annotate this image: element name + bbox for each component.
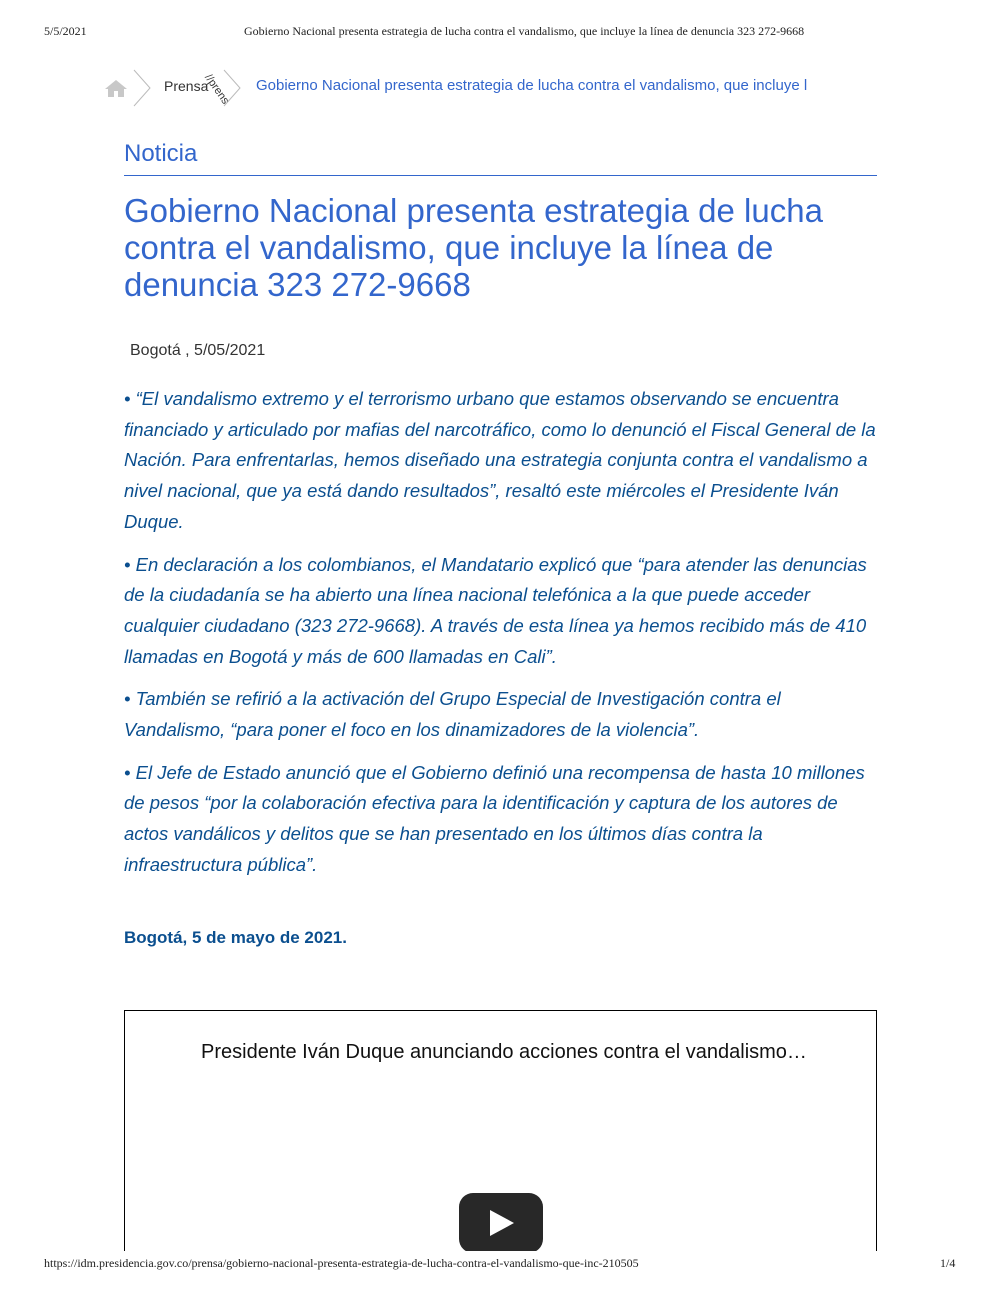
print-page-number: 1/4 <box>940 1256 956 1270</box>
breadcrumb-current-link[interactable]: Gobierno Nacional presenta estrategia de lucha contra el vandalismo, que incluye l <box>256 77 808 94</box>
section-label: Noticia <box>124 140 198 167</box>
play-triangle <box>490 1210 514 1236</box>
breadcrumb-separator-icon <box>132 68 152 108</box>
article-paragraph: • En declaración a los colombianos, el Mandatario explicó que “para atender las denuncias de la ciudadanía se ha abierto una línea nacional telefónica a la que puede acceder cualquier ciudadano (323 272-9668). A través de esta línea ya hemos recibido más de 410 llamadas en Bogotá y más de 600 llamadas en Cali”. <box>124 553 867 667</box>
breadcrumb <box>104 68 900 108</box>
article-paragraph: • El Jefe de Estado anunció que el Gobierno definió una recompensa de hasta 10 millones de pesos “por la colaboración efectiva para la identificación y captura de los autores de actos vandálicos y delitos que se han presentado en los últimos días contra la infraestructura pública”. <box>124 761 865 875</box>
breadcrumb-rotated-fragment: //prens <box>202 72 232 107</box>
section-divider <box>124 175 877 176</box>
article-body <box>124 384 884 893</box>
article-paragraph: • “El vandalismo extremo y el terrorismo urbano que estamos observando se encuentra financiado y articulado por mafias del narcotráfico, como lo denunció el Fiscal General de la Nación. Para enfrentarlas, hemos diseñado una estrategia conjunta contra el vandalismo a nivel nacional, que ya está dando resultados”, resaltó este miércoles el Presidente Iván Duque. <box>124 388 876 532</box>
article-title: Gobierno Nacional presenta estrategia de lucha contra el vandalismo, que incluye la línea de denuncia 323 272-9668 <box>124 192 823 303</box>
print-date: 5/5/2021 <box>44 24 87 38</box>
play-icon[interactable] <box>459 1193 543 1251</box>
breadcrumb-prensa-link[interactable]: Prensa <box>164 78 209 94</box>
article-dateline: Bogotá , 5/05/2021 <box>130 342 266 359</box>
article-paragraph: • También se refirió a la activación del Grupo Especial de Investigación contra el Vandalismo, “para poner el foco en los dinamizadores de la violencia”. <box>124 688 781 741</box>
print-title: Gobierno Nacional presenta estrategia de lucha contra el vandalismo, que incluye la línea de denuncia 323 272-9668 <box>244 24 805 38</box>
home-icon[interactable] <box>104 78 128 98</box>
video-title[interactable]: Presidente Iván Duque anunciando acciones contra el vandalismo… <box>201 1041 807 1063</box>
article-signoff: Bogotá, 5 de mayo de 2021. <box>124 928 347 947</box>
video-embed[interactable] <box>124 1010 877 1251</box>
print-url: https://idm.presidencia.gov.co/prensa/gobierno-nacional-presenta-estrategia-de-lucha-contra-el-vandalismo-que-inc-210505 <box>44 1256 639 1270</box>
